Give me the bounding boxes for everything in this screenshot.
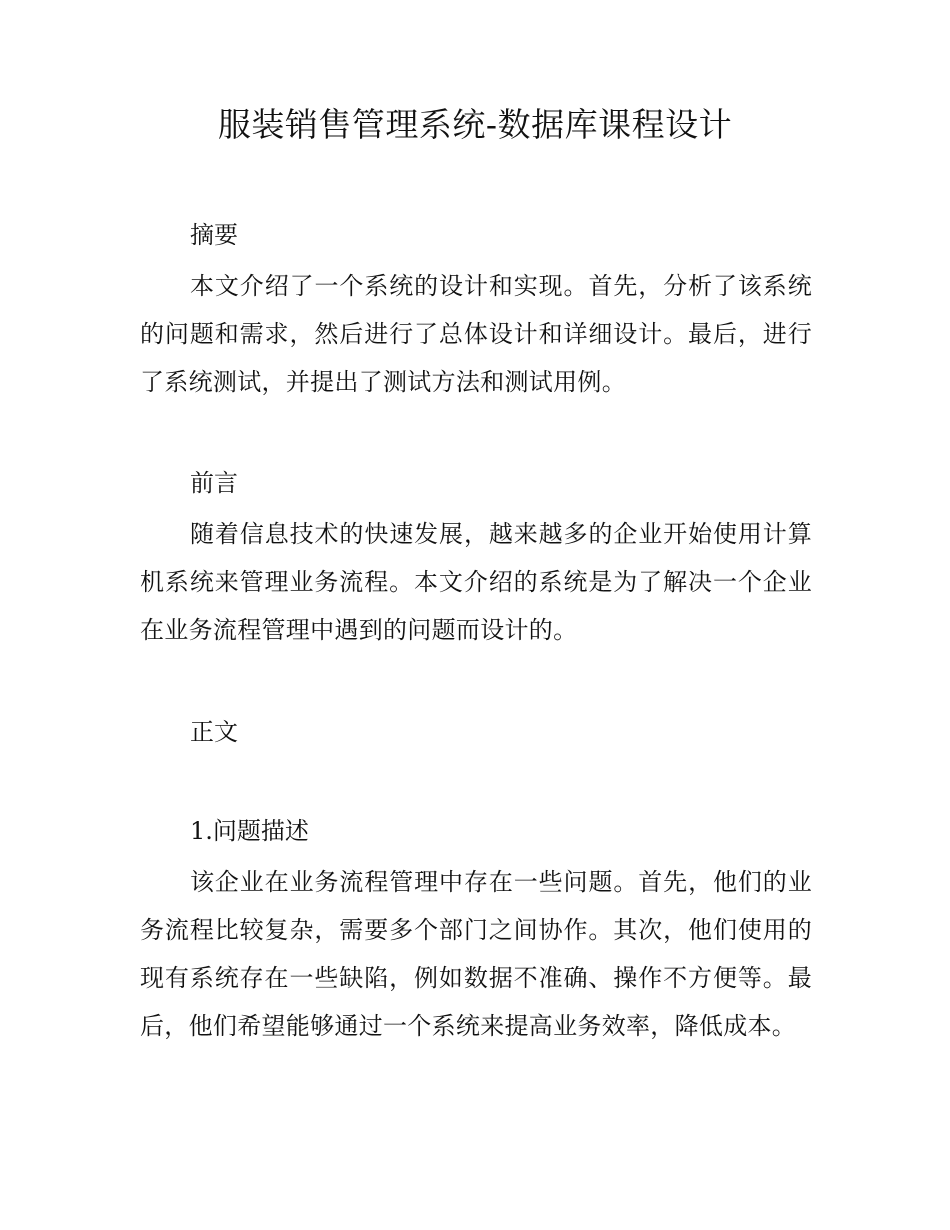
section-heading-abstract: 摘要 [190, 221, 238, 249]
section-heading-preface: 前言 [190, 469, 238, 497]
document-title: 服装销售管理系统-数据库课程设计 [217, 105, 733, 144]
section-heading-problem: 1.问题描述 [190, 817, 309, 845]
section-heading-body: 正文 [190, 718, 238, 746]
section-paragraph-preface: 随着信息技术的快速发展，越来越多的企业开始使用计算机系统来管理业务流程。本文介绍的系统是为了解决一个企业在业务流程管理中遇到的问题而设计的。 [140, 520, 812, 644]
section-paragraph-problem: 该企业在业务流程管理中存在一些问题。首先，他们的业务流程比较复杂，需要多个部门之间协作。其次，他们使用的现有系统存在一些缺陷，例如数据不准确、操作不方便等。最后，他们希望能够通过一个系统来提高业务效率，降低成本。 [140, 868, 812, 1040]
section-paragraph-abstract: 本文介绍了一个系统的设计和实现。首先，分析了该系统的问题和需求，然后进行了总体设计和详细设计。最后，进行了系统测试，并提出了测试方法和测试用例。 [140, 272, 812, 396]
